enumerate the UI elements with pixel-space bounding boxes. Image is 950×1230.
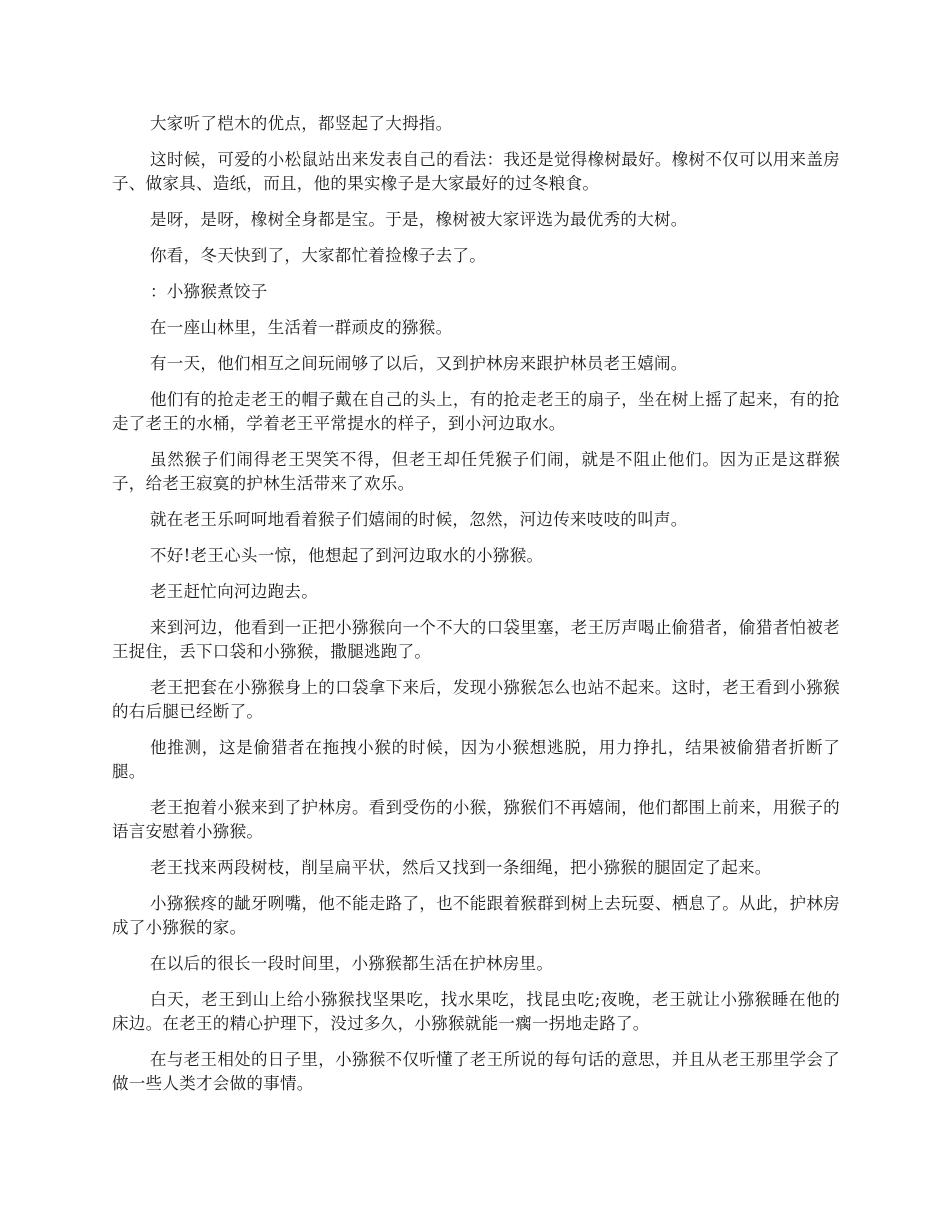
paragraph: 就在老王乐呵呵地看着猴子们嬉闹的时候，忽然，河边传来吱吱的叫声。: [150, 510, 688, 529]
paragraph: 他们有的抢走老王的帽子戴在自己的头上，有的抢走老王的扇子，坐在树上摇了起来，有的抢走了老王的水桶，学着老王平常提水的样子，到小河边取水。: [112, 390, 840, 433]
paragraph: 小猕猴疼的龇牙咧嘴，他不能走路了，也不能跟着猴群到树上去玩耍、栖息了。从此，护林房成了小猕猴的家。: [112, 894, 840, 937]
paragraph: 这时候，可爱的小松鼠站出来发表自己的看法：我还是觉得橡树最好。橡树不仅可以用来盖房子、做家具、造纸，而且，他的果实橡子是大家最好的过冬粮食。: [112, 150, 840, 193]
paragraph: 大家听了桤木的优点，都竖起了大拇指。: [150, 114, 453, 133]
paragraph: 你看，冬天快到了，大家都忙着捡橡子去了。: [150, 246, 486, 265]
paragraph: 老王找来两段树枝，削呈扁平状，然后又找到一条细绳，把小猕猴的腿固定了起来。: [150, 858, 772, 877]
paragraph: 他推测，这是偷猎者在拖拽小猴的时候，因为小猴想逃脱，用力挣扎，结果被偷猎者折断了腿。: [112, 738, 840, 781]
paragraph: 在以后的很长一段时间里，小猕猴都生活在护林房里。: [150, 954, 554, 973]
paragraph: 老王把套在小猕猴身上的口袋拿下来后，发现小猕猴怎么也站不起来。这时，老王看到小猕猴的右后腿已经断了。: [112, 678, 840, 721]
section-heading: ：小猕猴煮饺子: [150, 282, 268, 301]
paragraph: 是呀，是呀，橡树全身都是宝。于是，橡树被大家评选为最优秀的大树。: [150, 210, 688, 229]
paragraph: 有一天，他们相互之间玩闹够了以后，又到护林房来跟护林员老王嬉闹。: [150, 354, 688, 373]
paragraph: 老王抱着小猴来到了护林房。看到受伤的小猴，猕猴们不再嬉闹，他们都围上前来，用猴子的语言安慰着小猕猴。: [112, 798, 840, 841]
paragraph: 在一座山林里，生活着一群顽皮的猕猴。: [150, 318, 453, 337]
paragraph: 来到河边，他看到一正把小猕猴向一个不大的口袋里塞，老王厉声喝止偷猎者，偷猎者怕被老王捉住，丢下口袋和小猕猴，撒腿逃跑了。: [112, 618, 840, 661]
paragraph: 不好!老王心头一惊，他想起了到河边取水的小猕猴。: [150, 546, 544, 565]
paragraph: 在与老王相处的日子里，小猕猴不仅听懂了老王所说的每句话的意思，并且从老王那里学会了做一些人类才会做的事情。: [112, 1050, 840, 1093]
document-body: [112, 112, 840, 1108]
paragraph: 老王赶忙向河边跑去。: [150, 582, 318, 601]
paragraph: 虽然猴子们闹得老王哭笑不得，但老王却任凭猴子们闹，就是不阻止他们。因为正是这群猴子，给老王寂寞的护林生活带来了欢乐。: [112, 450, 840, 493]
paragraph: 白天，老王到山上给小猕猴找坚果吃，找水果吃，找昆虫吃;夜晚，老王就让小猕猴睡在他的床边。在老王的精心护理下，没过多久，小猕猴就能一瘸一拐地走路了。: [112, 990, 840, 1033]
